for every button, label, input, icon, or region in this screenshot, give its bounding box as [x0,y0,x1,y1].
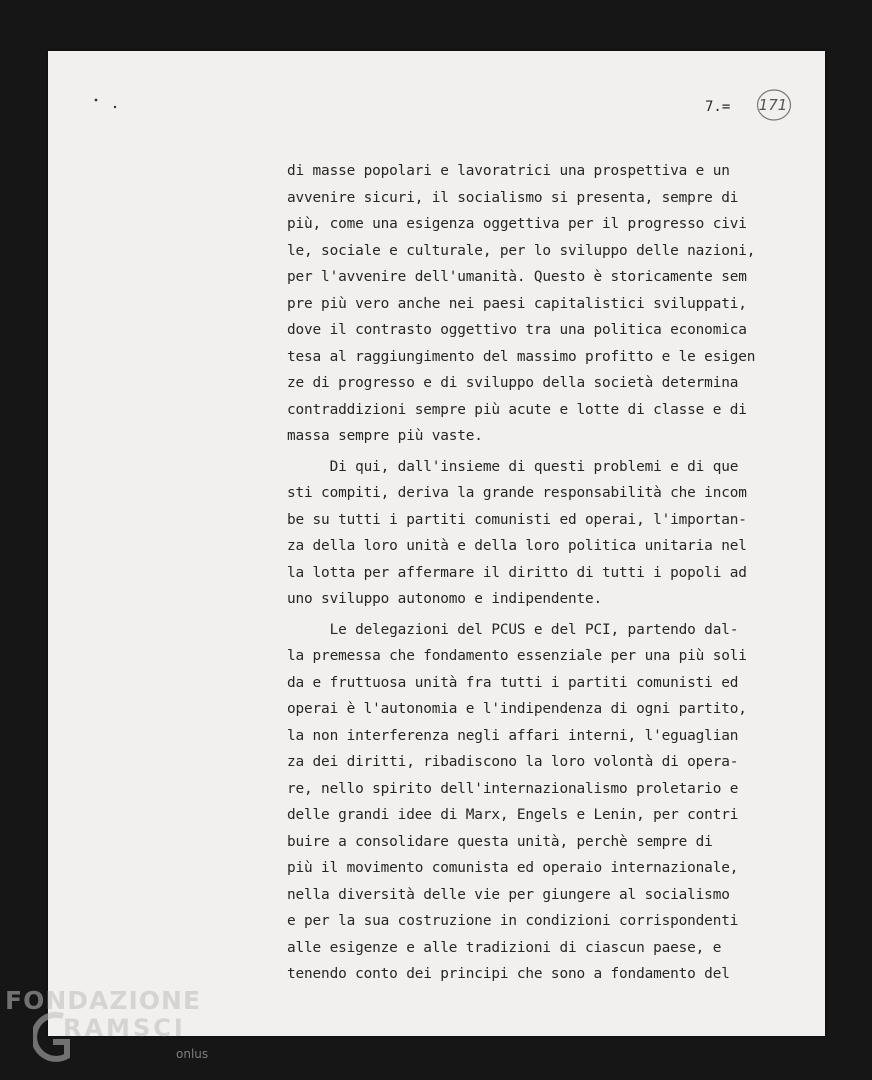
text-line: alle esigenze e alle tradizioni di ciascun paese, e [287,939,722,956]
text-line: da e fruttuosa unità fra tutti i partiti comunisti ed [287,674,739,691]
text-line: delle grandi idee di Marx, Engels e Lenin, per contri [287,807,739,823]
text-line: za della loro unità e della loro politica unitaria nel [287,538,747,554]
text-line: za dei diritti, ribadiscono la loro volontà di opera- [287,754,739,770]
text-line: la premessa che fondamento essenziale per una più soli [287,648,747,664]
text-line: nella diversità delle vie per giungere al socialismo [287,886,730,903]
watermark-line2: RAMSCI [63,1014,186,1042]
watermark-line1: FONDAZIONE [5,986,202,1015]
text-line: tesa al raggiungimento del massimo profitto e le esigen [287,348,756,365]
text-line: la lotta per affermare il diritto di tutti i popoli ad [287,564,747,581]
text-line: tenendo conto dei principi che sono a fondamento del [287,966,730,982]
text-line: pre più vero anche nei paesi capitalistici sviluppati, [287,295,747,312]
archive-stamp [756,88,790,122]
paper-specks [93,97,123,111]
page-number: 7.= [705,99,731,115]
text-line: più, come una esigenza oggettiva per il progresso civi [287,216,747,232]
text-line: contraddizioni sempre più acute e lotte di classe e di [287,401,747,418]
text-line: uno sviluppo autonomo e indipendente. [287,591,603,607]
text-line: sti compiti, deriva la grande responsabilità che incom [287,485,747,501]
archive-number: 171 [758,96,788,114]
text-line: più il movimento comunista ed operaio internazionale, [287,860,739,876]
document-body [287,158,807,988]
text-line: buire a consolidare questa unità, perchè sempre di [287,833,713,850]
text-line: per l'avvenire dell'umanità. Questo è storicamente sem [287,269,747,285]
watermark-sub: onlus [176,1047,209,1061]
text-line: Di qui, dall'insieme di questi problemi e di que [287,458,739,475]
text-line: le, sociale e culturale, per lo sviluppo delle nazioni, [287,242,756,259]
text-line: be su tutti i partiti comunisti ed operai, l'importan- [287,511,747,528]
text-line: massa sempre più vaste. [287,428,483,444]
text-line: e per la sua costruzione in condizioni corrispondenti [287,913,739,929]
text-line: di masse popolari e lavoratrici una prospettiva e un [287,163,730,179]
text-line: avvenire sicuri, il socialismo si presenta, sempre di [287,189,739,206]
text-line: re, nello spirito dell'internazionalismo proletario e [287,780,739,797]
text-line: Le delegazioni del PCUS e del PCI, partendo dal- [287,621,739,638]
text-line: ze di progresso e di sviluppo della società determina [287,375,739,391]
text-line: dove il contrasto oggettivo tra una politica economica [287,322,747,338]
text-line: la non interferenza negli affari interni, l'eguaglian [287,727,739,744]
text-line: operai è l'autonomia e l'indipendenza di ogni partito, [287,701,747,717]
